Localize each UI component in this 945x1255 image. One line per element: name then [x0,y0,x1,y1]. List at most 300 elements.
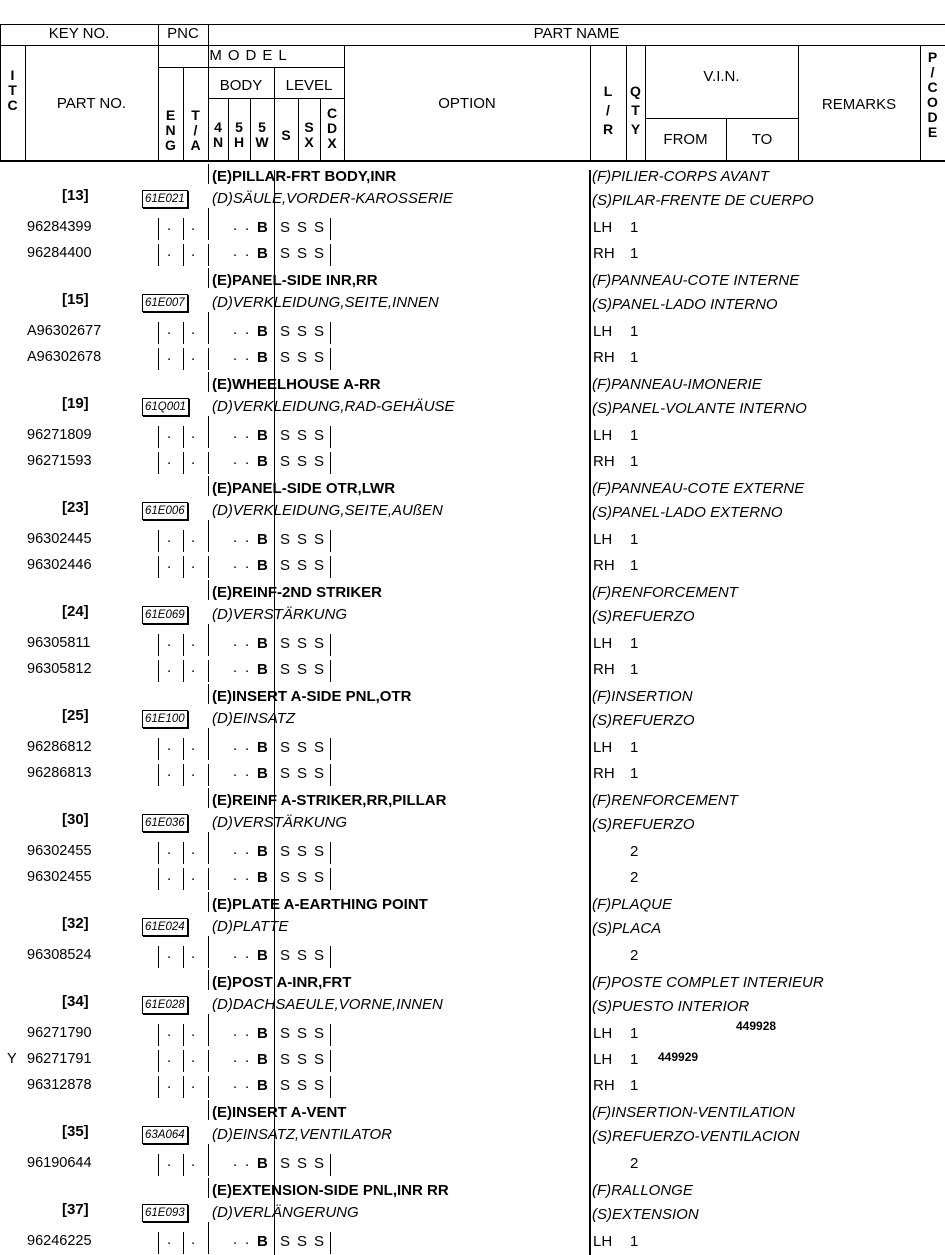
row-column-line [330,634,331,656]
body-5h-cell: . [245,347,250,364]
row-column-line [330,530,331,552]
row-column-line [183,244,184,266]
part-number: A96302678 [27,349,102,365]
row-column-line [208,1154,209,1176]
key-number: [23] [62,499,89,516]
level-s-cell: S [280,1077,291,1094]
lr-value: LH [593,219,613,236]
level-sx-cell: S [297,635,308,652]
row-column-line [330,1024,331,1046]
row-column-line [183,530,184,552]
german-name: (D)VERKLEIDUNG,SEITE,INNEN [212,294,439,311]
eng-cell: . [167,1075,172,1092]
row-column-line [183,842,184,864]
pnc-code: 61E021 [142,190,188,208]
row-column-line [183,426,184,448]
ta-cell: . [191,217,196,234]
pnc-code: 61E028 [142,996,188,1014]
body-4n-header [208,120,228,150]
english-name: (E)INSERT A-VENT [212,1104,347,1121]
qty-value: 2 [630,843,639,860]
row-column-line [330,1154,331,1176]
eng-cell: . [167,1153,172,1170]
row-column-line [183,634,184,656]
pnc-code: 61E100 [142,710,188,728]
body-5w-cell: B [257,739,268,756]
eng-cell: . [167,763,172,780]
lr-header [590,84,626,137]
lr-value: LH [593,1025,613,1042]
row-column-line [158,322,159,344]
level-cdx-cell: S [314,635,325,652]
level-sx-cell: S [297,765,308,782]
ta-letter: T [191,107,200,123]
level-cdx-cell: S [314,1025,325,1042]
part-number: 96271809 [27,427,92,443]
pnc-column-line [208,1100,209,1120]
qty-value: 2 [630,1155,639,1172]
lr-value: RH [593,661,615,678]
level-s-cell: S [280,635,291,652]
ta-cell: . [191,945,196,962]
level-s-cell: S [280,427,291,444]
lr-value: RH [593,765,615,782]
french-name: (F)PANNEAU-COTE INTERNE [592,272,800,289]
level-s-cell: S [280,531,291,548]
body-4n-cell: . [233,1023,238,1040]
header-rule [158,67,344,68]
body-5h-cell: . [245,841,250,858]
german-name: (D)VERKLEIDUNG,RAD-GEHÄUSE [212,398,455,415]
body-4n-cell: . [233,633,238,650]
row-column-line [208,322,209,344]
german-name: (D)SÄULE,VORDER-KAROSSERIE [212,190,453,207]
vin-from-header: FROM [663,131,708,148]
pnc-header: PNC [167,25,199,42]
body-4n-cell: . [233,1231,238,1248]
remarks-header: REMARKS [821,96,897,113]
qty-letter: Y [630,121,641,137]
vin-header: V.I.N. [703,68,740,85]
row-column-line [158,530,159,552]
row-column-line [183,1050,184,1072]
body-5h-cell: . [245,737,250,754]
body-5h-cell: . [245,451,250,468]
ta-cell: . [191,451,196,468]
french-name: (F)PILIER-CORPS AVANT [592,168,769,185]
ta-cell: . [191,1231,196,1248]
level-cdx-letter: D [326,120,338,136]
level-sx-cell: S [297,1051,308,1068]
body-5h-cell: . [245,867,250,884]
row-column-line [208,1076,209,1098]
qty-value: 1 [630,765,639,782]
level-sx-cell: S [297,1155,308,1172]
french-name: (F)PLAQUE [592,896,673,913]
french-name: (F)INSERTION-VENTILATION [592,1104,795,1121]
pnc-column-line [208,1178,209,1198]
row-column-line [183,1154,184,1176]
body-5w-cell: B [257,453,268,470]
level-s-cell: S [280,323,291,340]
ta-cell: . [191,867,196,884]
body-5h-cell: . [245,1049,250,1066]
level-cdx-cell: S [314,947,325,964]
body-4n-letter: N [212,134,224,150]
spanish-name: (S)PANEL-LADO INTERNO [592,296,778,313]
lr-letter: / [606,102,610,118]
eng-cell: . [167,737,172,754]
qty-value: 2 [630,947,639,964]
level-sx-cell: S [297,869,308,886]
row-column-line [158,842,159,864]
ta-cell: . [191,1153,196,1170]
french-name: (F)INSERTION [592,688,693,705]
body-4n-cell: . [233,321,238,338]
eng-cell: . [167,451,172,468]
eng-cell: . [167,1231,172,1248]
key-number: [34] [62,993,89,1010]
pnc-column-line [208,580,209,600]
lr-value: RH [593,245,615,262]
qty-value: 1 [630,1233,639,1250]
english-name: (E)PLATE A-EARTHING POINT [212,896,428,913]
itc-header [0,68,25,113]
german-name: (D)PLATTE [212,918,289,935]
body-5h-cell: . [245,1231,250,1248]
level-cdx-letter: X [327,135,337,151]
row-column-line [330,738,331,760]
level-sx-cell: S [297,531,308,548]
key-number: [15] [62,291,89,308]
german-name: (D)EINSATZ [212,710,296,727]
body-4n-cell: . [233,555,238,572]
row-column-line [208,426,209,448]
french-name: (F)RENFORCEMENT [592,792,738,809]
row-column-line [183,660,184,682]
body-5h-cell: . [245,243,250,260]
eng-cell: . [167,555,172,572]
qty-value: 1 [630,531,639,548]
row-column-line [330,842,331,864]
row-column-line [208,244,209,266]
row-column-line [208,1050,209,1072]
ta-cell: . [191,243,196,260]
qty-value: 1 [630,219,639,236]
english-name: (E)PANEL-SIDE INR,RR [212,272,378,289]
level-sx-cell: S [297,453,308,470]
pcode-letter: C [927,79,938,95]
lr-value: RH [593,557,615,574]
ta-cell: . [191,633,196,650]
body-4n-cell: . [233,1153,238,1170]
level-cdx-cell: S [314,453,325,470]
ta-cell: . [191,659,196,676]
eng-cell: . [167,659,172,676]
eng-cell: . [167,1049,172,1066]
part-number: 96271791 [27,1051,92,1067]
qty-letter: T [631,102,640,118]
french-name: (F)POSTE COMPLET INTERIEUR [592,974,824,991]
level-cdx-cell: S [314,531,325,548]
eng-cell: . [167,347,172,364]
pnc-column-line [208,268,209,288]
lr-value: LH [593,739,613,756]
ta-cell: . [191,529,196,546]
level-cdx-cell: S [314,765,325,782]
body-5h-letter: 5 [235,119,243,135]
level-s-cell: S [280,1025,291,1042]
row-column-line [330,244,331,266]
pcode-letter: O [927,94,938,110]
pnc-column-line [208,788,209,808]
ta-cell: . [191,425,196,442]
lr-value: RH [593,1077,615,1094]
body-4n-cell: . [233,1049,238,1066]
spanish-name: (S)PUESTO INTERIOR [592,998,750,1015]
level-sx-cell: S [297,323,308,340]
row-column-line [158,1024,159,1046]
body-5h-cell: . [245,659,250,676]
french-name: (F)RALLONGE [592,1182,693,1199]
row-column-line [208,1232,209,1254]
body-5w-cell: B [257,349,268,366]
level-sx-cell: S [297,1233,308,1250]
body-5h-cell: . [245,529,250,546]
level-sx-letter: X [304,134,314,150]
qty-value: 1 [630,635,639,652]
spanish-name: (S)REFUERZO-VENTILACION [592,1128,800,1145]
level-sx-cell: S [297,1025,308,1042]
ta-cell: . [191,1023,196,1040]
row-column-line [208,868,209,890]
row-column-line [158,1154,159,1176]
body-5w-cell: B [257,219,268,236]
lr-value: RH [593,349,615,366]
level-sx-cell: S [297,661,308,678]
level-s-header: S [281,127,291,143]
pnc-code: 61E007 [142,294,188,312]
header-rule [645,118,798,119]
row-column-line [330,452,331,474]
key-number: [37] [62,1201,89,1218]
body-5w-cell: B [257,1233,268,1250]
german-name: (D)VERSTÄRKUNG [212,606,348,623]
english-name: (E)REINF-2ND STRIKER [212,584,383,601]
level-cdx-cell: S [314,1233,325,1250]
qty-value: 2 [630,869,639,886]
qty-value: 1 [630,245,639,262]
english-name: (E)INSERT A-SIDE PNL,OTR [212,688,412,705]
row-column-line [158,1050,159,1072]
qty-value: 1 [630,557,639,574]
level-cdx-cell: S [314,739,325,756]
ta-cell: . [191,737,196,754]
pcode-letter: E [927,124,938,140]
ta-cell: . [191,555,196,572]
row-column-line [330,322,331,344]
eng-letter: G [165,137,176,153]
english-name: (E)WHEELHOUSE A-RR [212,376,381,393]
eng-cell: . [167,425,172,442]
row-column-line [183,738,184,760]
part-number: 96302445 [27,531,92,547]
spanish-name: (S)PANEL-LADO EXTERNO [592,504,783,521]
qty-value: 1 [630,427,639,444]
english-name: (E)EXTENSION-SIDE PNL,INR RR [212,1182,449,1199]
header-rule [0,160,945,162]
eng-cell: . [167,321,172,338]
row-column-line [330,218,331,240]
qty-value: 1 [630,1077,639,1094]
body-5w-cell: B [257,323,268,340]
body-5h-cell: . [245,321,250,338]
level-s-cell: S [280,661,291,678]
itc-letter: T [8,82,17,98]
body-5h-cell: . [245,633,250,650]
level-cdx-cell: S [314,661,325,678]
spanish-name: (S)PILAR-FRENTE DE CUERPO [592,192,814,209]
body-5w-letter: 5 [258,119,266,135]
german-name: (D)VERKLEIDUNG,SEITE,AUßEN [212,502,443,519]
body-5w-letter: W [255,134,269,150]
row-column-line [158,1076,159,1098]
ta-letter: / [193,122,198,138]
body-5w-cell: B [257,245,268,262]
english-name: (E)REINF A-STRIKER,RR,PILLAR [212,792,447,809]
qty-value: 1 [630,739,639,756]
spanish-name: (S)PANEL-VOLANTE INTERNO [592,400,807,417]
eng-cell: . [167,1023,172,1040]
eng-header [158,108,183,153]
qty-value: 1 [630,661,639,678]
part-no-header: PART NO. [56,95,127,112]
part-name-header: PART NAME [533,25,620,42]
key-number: [25] [62,707,89,724]
level-cdx-cell: S [314,557,325,574]
part-number: 96271593 [27,453,92,469]
body-5h-cell: . [245,1023,250,1040]
level-s-cell: S [280,1233,291,1250]
ta-cell: . [191,1049,196,1066]
spanish-name: (S)PLACA [592,920,662,937]
option-header: OPTION [438,95,496,112]
body-5h-cell: . [245,555,250,572]
eng-cell: . [167,945,172,962]
spanish-name: (S)EXTENSION [592,1206,699,1223]
german-name: (D)VERSTÄRKUNG [212,814,348,831]
part-number: 96246225 [27,1233,92,1249]
body-4n-letter: 4 [214,119,222,135]
body-4n-cell: . [233,217,238,234]
ta-cell: . [191,347,196,364]
body-4n-cell: . [233,945,238,962]
row-column-line [158,660,159,682]
body-5w-cell: B [257,1025,268,1042]
level-sx-cell: S [297,947,308,964]
row-column-line [158,244,159,266]
pcode-header [920,50,945,140]
pnc-column-line [208,970,209,990]
row-column-line [208,218,209,240]
ta-header [183,108,208,153]
german-name: (D)VERLÄNGERUNG [212,1204,359,1221]
part-number: A96302677 [27,323,102,339]
french-name: (F)PANNEAU-IMONERIE [592,376,762,393]
row-column-line [183,1076,184,1098]
part-number: 96302455 [27,869,92,885]
qty-header [626,84,645,137]
row-column-line [183,348,184,370]
level-s-cell: S [280,557,291,574]
part-number: 96302455 [27,843,92,859]
level-s-cell: S [280,219,291,236]
pnc-column-line [208,372,209,392]
level-s-cell: S [280,739,291,756]
row-column-line [183,764,184,786]
level-cdx-cell: S [314,323,325,340]
level-s-cell: S [280,765,291,782]
body-5h-letter: H [233,134,245,150]
key-number: [32] [62,915,89,932]
row-column-line [158,218,159,240]
french-name: (F)PANNEAU-COTE EXTERNE [592,480,805,497]
level-sx-cell: S [297,1077,308,1094]
row-column-line [330,946,331,968]
eng-cell: . [167,217,172,234]
body-5w-cell: B [257,1077,268,1094]
body-4n-cell: . [233,347,238,364]
row-column-line [183,556,184,578]
level-header: LEVEL [285,77,333,94]
lr-value: LH [593,635,613,652]
row-column-line [158,764,159,786]
level-cdx-cell: S [314,349,325,366]
lr-letter: R [602,121,614,137]
body-4n-cell: . [233,841,238,858]
row-column-line [330,1050,331,1072]
part-number: 96302446 [27,557,92,573]
lr-value: LH [593,1051,613,1068]
pnc-code: 61Q001 [142,398,189,416]
body-5h-cell: . [245,1075,250,1092]
level-cdx-letter: C [326,105,338,121]
row-column-line [158,556,159,578]
row-column-line [183,322,184,344]
row-column-line [183,1024,184,1046]
level-sx-cell: S [297,843,308,860]
row-column-line [330,660,331,682]
french-name: (F)RENFORCEMENT [592,584,738,601]
level-cdx-cell: S [314,1155,325,1172]
qty-value: 1 [630,453,639,470]
part-number: 96312878 [27,1077,92,1093]
row-column-line [183,946,184,968]
body-5w-cell: B [257,427,268,444]
row-column-line [158,738,159,760]
model-header: MODEL [209,47,293,64]
vin-to-header: TO [751,131,773,148]
key-number: [13] [62,187,89,204]
lr-letter: L [603,83,613,99]
eng-cell: . [167,243,172,260]
qty-value: 1 [630,349,639,366]
level-s-cell: S [280,453,291,470]
lr-value: LH [593,323,613,340]
row-column-line [158,946,159,968]
body-5w-cell: B [257,947,268,964]
key-no-header: KEY NO. [48,25,110,42]
